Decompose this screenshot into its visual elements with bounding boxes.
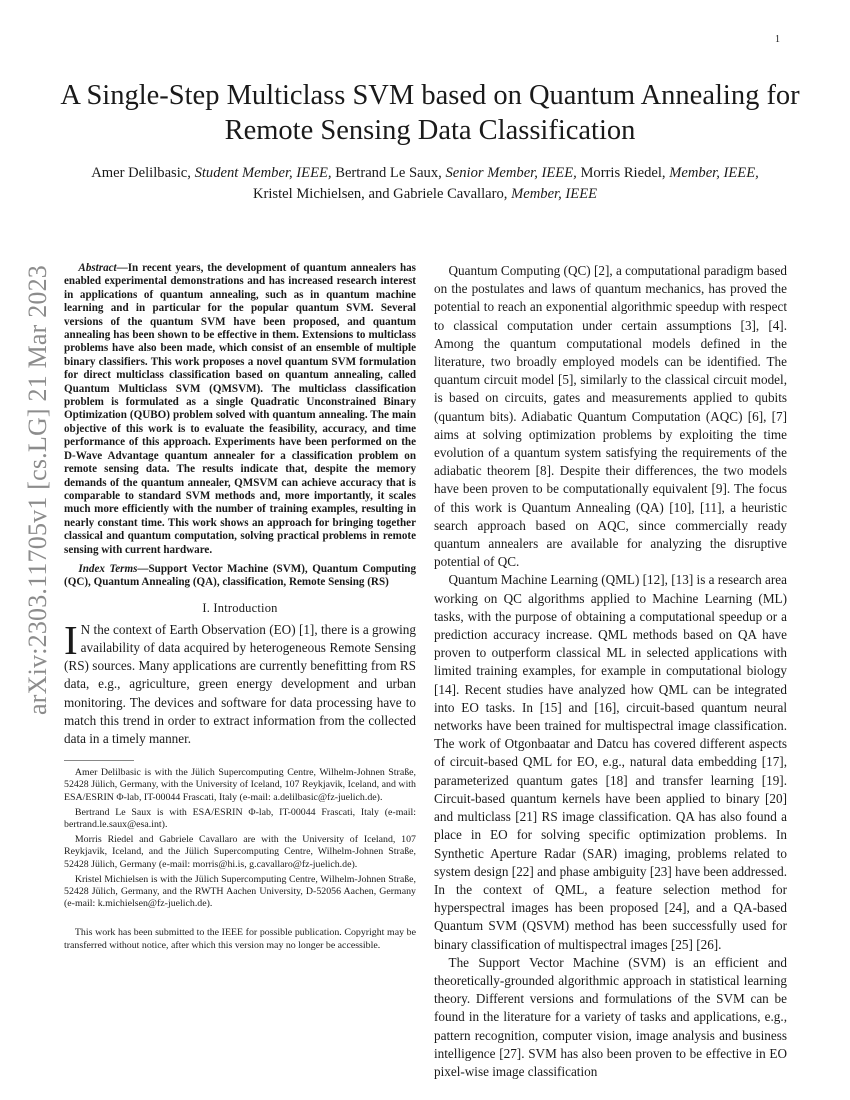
index-terms xyxy=(64,563,416,590)
body-paragraph: Quantum Computing (QC) [2], a computational paradigm based on the postulates and laws of quantum mechanics, has proved the potential to reach an exponential algorithmic speedup with respect to classical computation under certain assumptions [3], [4]. Among the quantum computational models defined in the literature, two broadly employed models can be identified. The quantum circuit model [5], similarly to the classical circuit model, is based on circuits, gates and measurements applied to qubits (quantum bits). Adiabatic Quantum Computation (AQC) [6], [7] aims at solving optimization problems by exploiting the time evolution of a quantum system satisfying the requirements of the adiabatic theorem [8]. Despite their differences, the two models have been proven to be computationally equivalent [9]. The focus of this work is Quantum Annealing (QA) [10], [11], a heuristic search approach based on AQC, since commercially ready quantum annealers are available for analyzing the disruptive potential of QC. xyxy=(434,263,787,570)
footnote-divider xyxy=(64,760,134,761)
author-list xyxy=(40,163,810,205)
body-paragraph: The Support Vector Machine (SVM) is an efficient and theoretically-grounded algorithmic approach in statistical learning theory. Different versions and formulations of the SVM can be found in the literature for a variety of tasks and applications, e.g., pattern recognition, computer vision, image analysis and business intelligence [27]. SVM has also been proven to be effective in EO pixel-wise image classification xyxy=(434,954,787,1079)
author-membership: Senior Member, IEEE, xyxy=(445,165,577,181)
author-name: Morris Riedel, xyxy=(580,165,666,181)
footnote-affiliation: Bertrand Le Saux is with ESA/ESRIN Φ-lab, IT-00044 Frascati, Italy (e-mail: bertrand.le.saux@esa.int). xyxy=(64,806,416,830)
left-column xyxy=(64,262,416,955)
footnote-affiliation: Kristel Michielsen is with the Jülich Supercomputing Centre, Wilhelm-Johnen Straße, 52428 Jülich, Germany, and the RWTH Aachen University, D-52056 Aachen, Germany (e-mail: k.michielsen@fz-juelich.de). xyxy=(64,873,416,910)
section-heading: I. Introduction xyxy=(202,600,278,615)
footnote-affiliation: Morris Riedel and Gabriele Cavallaro are with the University of Iceland, 107 Reykjavik, Iceland, and the Jülich Supercomputing Centre, Wilhelm-Johnen Straße, 52428 Jülich, Germany (e-mail: morris@hi.is, g.cavallaro@fz-juelich.de). xyxy=(64,834,416,870)
author-name: Amer Delilbasic, xyxy=(91,165,191,181)
paper-title: A Single-Step Multiclass SVM based on Quantum Annealing for Remote Sensing Data Classification xyxy=(60,80,800,146)
author-name: Kristel Michielsen, and Gabriele Cavallaro, xyxy=(252,186,508,202)
index-terms-text: —Support Vector Machine (SVM), Quantum Computing (QC), Quantum Annealing (QA), classification, Remote Sensing (RS) xyxy=(64,562,417,589)
footnote-copyright: This work has been submitted to the IEEE for possible publication. Copyright may be transferred without notice, after which this version may no longer be accessible. xyxy=(64,927,416,951)
author-membership: Student Member, IEEE, xyxy=(194,165,332,181)
right-column xyxy=(434,262,787,1081)
author-membership: Member, IEEE xyxy=(511,186,598,202)
footnote-affiliation: Amer Delilbasic is with the Jülich Supercomputing Centre, Wilhelm-Johnen Straße, 52428 Jülich, Germany, with the University of Iceland, 107 Reykjavik, Iceland, and with ESA/ESRIN Φ-lab, IT-00044 Frascati, Italy (e-mail: a.delilbasic@fz-juelich.de). xyxy=(64,767,416,803)
index-terms-label: Index Terms xyxy=(78,562,138,575)
intro-paragraph xyxy=(64,616,416,748)
intro-paragraph-text: N the context of Earth Observation (EO) [1], there is a growing availability of data acquired by heterogeneous Remote Sensing (RS) sources. Many applications are currently benefitting from RS data, e.g., agriculture, green energy development and urban monitoring. The devices and software for data processing have to match this trend in order to extract information from the collected data in a timely manner. xyxy=(64,621,416,746)
abstract-text: —In recent years, the development of quantum annealers has enabled experimental demonstrations and has increased research interest in applications of quantum annealing, such as in quantum machine learning and in particular for the popular quantum SVM. Several versions of the quantum SVM have been proposed, and quantum annealing has been shown to be effective in them. Extensions to multiclass problems have also been made, which consist of an ensemble of multiple binary classifiers. This work proposes a novel quantum SVM formulation for direct multiclass classification based on quantum annealing, called Quantum Multiclass SVM (QMSVM). The multiclass classification problem is formulated as a single Quadratic Unconstrained Binary Optimization (QUBO) problem solved with quantum annealing. The main objective of this work is to evaluate the feasibility, accuracy, and time performance of this approach. Experiments have been performed on the D-Wave Advantage quantum annealer for a classification problem on remote sensing data. The results indicate that, despite the memory demands of the quantum annealer, QMSVM can achieve accuracy that is comparable to standard SVM methods and, more importantly, it scales much more efficiently with the number of training examples, resulting in nearly constant time. This work shows an approach for bringing together classical and quantum computation, solving practical problems in remote sensing with current hardware. xyxy=(64,262,416,556)
body-paragraph: Quantum Machine Learning (QML) [12], [13] is a research area working on QC algorithms applied to Machine Learning (ML) tasks, with the purpose of obtaining a computational speedup or a prediction accuracy increase. QML methods based on QA have proven to outperform classical ML in selected applications with limited training examples, for example in computational biology [14]. Recent studies have analyzed how QML can be integrated into EO tasks. In [15] and [16], circuit-based quantum neural networks have been trained for multispectral image classification. The work of Otgonbaatar and Datcu has covered different aspects of circuit-based QML for EO, e.g., natural data embedding [17], parameterized quantum gates [18] and transfer learning [19]. Circuit-based quantum kernels have been applied to binary [20] and multiclass [21] RS image classification. QA has also found a place in EO for solving specific optimization problems. In Synthetic Aperture Radar (SAR) imaging, problems related to system design [22] and phase ambiguity [23] have been addressed. In the context of QML, a feature selection method for hyperspectral images has been proposed [24], and a QA-based Quantum SVM (QSVM) method has been successfully used for binary classification of multispectral images [25] [26]. xyxy=(434,572,787,952)
abstract-label: Abstract xyxy=(78,262,117,274)
drop-cap: I xyxy=(64,616,78,663)
author-name: Bertrand Le Saux, xyxy=(335,165,442,181)
page-number: 1 xyxy=(775,34,780,45)
author-membership: Member, IEEE, xyxy=(669,165,759,181)
arxiv-stamp: arXiv:2303.11705v1 [cs.LG] 21 Mar 2023 xyxy=(23,264,52,715)
abstract xyxy=(64,262,416,557)
